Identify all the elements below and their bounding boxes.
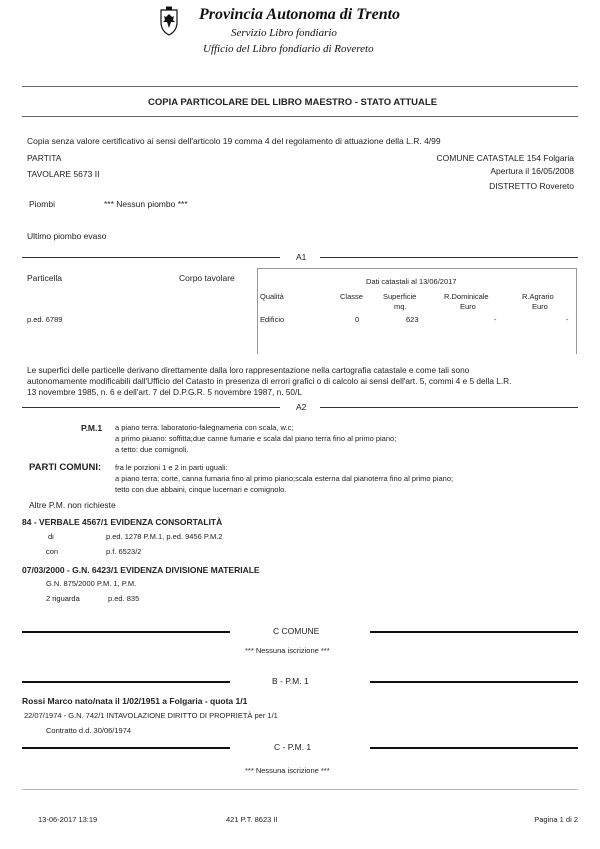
parti-comuni-label: PARTI COMUNI: <box>29 462 102 473</box>
distretto: DISTRETTO Rovereto <box>489 181 574 191</box>
c-pm1-value: *** Nessuna iscrizione *** <box>245 766 330 775</box>
header-title: Provincia Autonoma di Trento <box>199 6 401 23</box>
disclaimer: Copia senza valore certificativo ai sensi dell'articolo 19 comma 4 del regolamento di attuazione della L.R. 4/99 <box>27 136 441 146</box>
b-contratto: Contratto d.d. 30/06/1974 <box>46 726 132 735</box>
piombi-value: *** Nessun piombo *** <box>104 199 188 209</box>
header-service: Servizio Libro fondiario <box>231 27 337 39</box>
header-superficie: Superficie <box>383 292 417 301</box>
divisione-gn: G.N. 875/2000 P.M. 1, P.M. <box>46 579 137 588</box>
piombi-label: Piombi <box>29 199 55 209</box>
note-superfici-1: Le superfici delle particelle derivano direttamente dalla loro rappresentazione nella cartografia catastale e come tali sono <box>27 365 470 375</box>
divisione-riguarda-value: p.ed. 835 <box>108 594 140 603</box>
header-rdominicale-unit: Euro <box>460 302 476 311</box>
note-superfici-2: autonomamente modificabili dall'Ufficio del Catasto in presenza di errori grafici o di calcolo ai sensi dell'art. 5, commi 4 e 5 della L.R. <box>27 376 512 386</box>
verbale-di-value: p.ed. 1278 P.M.1, p.ed. 9456 P.M.2 <box>106 532 223 541</box>
header-ragrario: R.Agrario <box>522 292 554 301</box>
parti-line-2: a piano terra: corte, canna fumaria fino al primo piano;scala esterna dal pianoterra fino al primo piano; <box>115 474 454 483</box>
verbale-con-label: con <box>46 547 59 556</box>
section-c-pm1: C - P.M. 1 <box>274 742 312 752</box>
header-qualita: Qualità <box>260 292 284 301</box>
section-a1: A1 <box>296 252 307 262</box>
header-ragrario-unit: Euro <box>532 302 548 311</box>
row-rdominicale: - <box>494 315 497 324</box>
header-rdominicale: R.Dominicale <box>444 292 489 301</box>
header-office: Ufficio del Libro fondiario di Rovereto <box>203 43 374 55</box>
pm1-line-3: a tetto: due comignoli. <box>115 445 189 454</box>
pm1-line-1: a piano terra: laboratorio-falegnameria con scala, w.c; <box>115 423 294 432</box>
section-b: B - P.M. 1 <box>272 676 309 686</box>
ultimo-piombo: Ultimo piombo evaso <box>27 231 107 241</box>
header-classe: Classe <box>340 292 363 301</box>
c-comune-value: *** Nessuna iscrizione *** <box>245 646 330 655</box>
section-c-comune: C COMUNE <box>273 626 320 636</box>
header-superficie-unit: mq. <box>394 302 407 311</box>
row-qualita: Edificio <box>260 315 285 324</box>
verbale-title: 84 - VERBALE 4567/1 EVIDENZA CONSORTALITÀ <box>22 517 223 527</box>
divisione-title: 07/03/2000 - G.N. 6423/1 EVIDENZA DIVISIONE MATERIALE <box>22 565 260 575</box>
col-corpo-tavolare: Corpo tavolare <box>179 273 235 283</box>
parti-line-1: fra le porzioni 1 e 2 in parti uguali: <box>115 463 228 472</box>
coat-of-arms-icon <box>158 6 180 36</box>
divisione-riguarda-label: 2 riguarda <box>46 594 80 603</box>
footer-ref: 421 P.T. 8623 II <box>226 815 278 824</box>
verbale-con-value: p.f. 6523/2 <box>106 547 142 556</box>
note-superfici-3: 13 novembre 1985, n. 6 e dell'art. 7 del D.P.G.R. 5 novembre 1987, n. 50/L <box>27 387 302 397</box>
verbale-di-label: di <box>48 532 54 541</box>
footer-page: Pagina 1 di 2 <box>534 815 578 824</box>
b-intavolazione: 22/07/1974 - G.N. 742/1 INTAVOLAZIONE DIRITTO DI PROPRIETÀ per 1/1 <box>24 711 278 720</box>
footer-date: 13-06-2017 13:19 <box>38 815 98 824</box>
row-particella: p.ed. 6789 <box>27 315 63 324</box>
comune-catastale: COMUNE CATASTALE 154 Folgaria <box>436 153 574 163</box>
tavolare: TAVOLARE 5673 II <box>27 169 100 179</box>
row-ragrario: - <box>566 315 569 324</box>
altre-pm: Altre P.M. non richieste <box>29 500 116 510</box>
row-classe: 0 <box>355 315 360 324</box>
col-particella: Particella <box>27 273 62 283</box>
pm1-line-2: a primo piuano: soffitta;due canne fumarie e scala dal piano terra fino al primo piano; <box>115 434 397 443</box>
pm1-label: P.M.1 <box>81 423 103 433</box>
row-superficie: 623 <box>406 315 419 324</box>
doc-title: COPIA PARTICOLARE DEL LIBRO MAESTRO - STATO ATTUALE <box>148 97 438 108</box>
partita: PARTITA <box>27 153 62 163</box>
b-owner: Rossi Marco nato/nata il 1/02/1951 a Folgaria - quota 1/1 <box>22 696 248 706</box>
section-a2: A2 <box>296 402 307 412</box>
parti-line-3: tetto con due abbaini, cinque lucernari e comignolo. <box>115 485 287 494</box>
dati-catastali: Dati catastali al 13/06/2017 <box>366 277 457 286</box>
apertura: Apertura il 16/05/2008 <box>490 166 574 176</box>
